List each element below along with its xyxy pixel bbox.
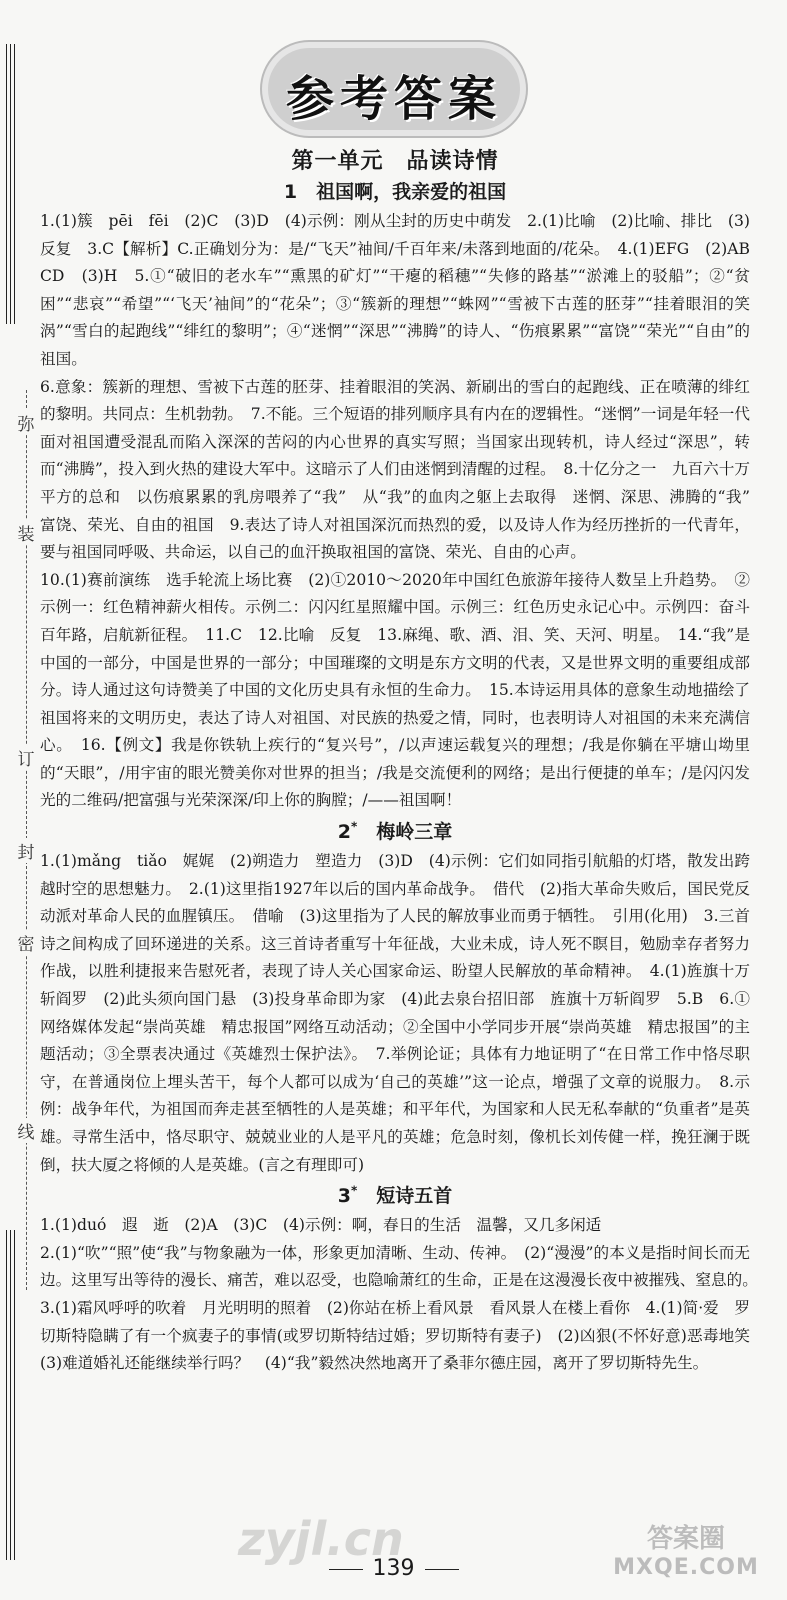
watermark-right-bottom: MXQE.COM [613,1555,759,1580]
margin-rule [6,44,7,324]
section-name: 祖国啊，我亲爱的祖国 [316,181,507,203]
section-number: 3 [337,1185,351,1208]
section-title [40,817,750,844]
header-banner [268,48,520,130]
optional-star: * [350,1183,358,1198]
margin-rule [10,1230,11,1560]
binding-char: 订 [16,745,36,770]
binding-char: 弥 [16,410,36,435]
binding-char: 封 [16,838,36,863]
margin-rule [14,1230,15,1560]
watermark-left: zyjl.cn [238,1512,404,1566]
margin-rule [10,44,11,324]
answer-paragraph: 1.(1)duó 遐 逝 (2)A (3)C (4)示例：啊，春日的生活 温馨，又几多闲适 [40,1216,602,1235]
section-number: 1 [283,181,298,203]
footer-dash [329,1569,363,1570]
unit-title: 第一单元 品读诗情 [291,149,499,174]
binding-char: 线 [16,1118,36,1143]
answer-paragraph: 1.(1)mǎng tiǎo 娓娓 (2)朔造力 塑造力 (3)D (4)示例：它们如同指引航船的灯塔，散发出跨越时空的思想魅力。 2.(1)这里指1927年以后的国内革命战争。 借代 (2)指大革命失败后，国民党反动派对革命人民的血腥镇压。 借喻 (3)这里指为了人民的解放事业而勇于牺牲。 引用(化用) 3.三首诗之间构成了回环递进的关系。这三首诗者重写十年征战，大业未成，诗人死不瞑目，勉励幸存者努力作战，以胜利捷报来告慰死者，表现了诗人关心国家命运、盼望人民解放的革命精神。 4.(1)旌旗十万斩阎罗 (2)此头须向国门悬 (3)投身革命即为家 (4)此去泉台招旧部 旌旗十万斩阎罗 5.B 6.①网络媒体发起“崇尚英雄 精忠报国”网络互动活动；②全国中小学同步开展“崇尚英雄 精忠报国”的主题活动；③全票表决通过《英雄烈士保护法》。 7.举例论证；具体有力地证明了“在日常工作中恪尽职守，在普通岗位上埋头苦干，每个人都可以成为‘自己的英雄’”这一论点，增强了文章的说服力。 8.示例：战争年代，为祖国而奔走甚至牺牲的人是英雄；和平年代，为国家和人民无私奉献的“负重者”是英雄。寻常生活中，恪尽职守、兢兢业业的人是平凡的英雄；危急时刻，像机长刘传健一样，挽狂澜于既倒，扶大厦之将倾的人是英雄。(言之有理即可) [40,852,750,1174]
margin-rule [14,44,15,324]
page-number-footer [0,1556,787,1581]
section-name: 梅岭三章 [376,821,453,844]
answer-paragraph: 2.(1)“吹”“照”使“我”与物象融为一体，形象更加清晰、生动、传神。 (2)“漫漫”的本义是指时间长而无边。这里写出等待的漫长、痛苦，难以忍受，也隐喻萧红的生命，正是在这漫漫长夜中被摧残、窒息的。 3.(1)霜风呼呼的吹着 月光明明的照着 (2)你站在桥上看风景 看风景人在楼上看你 4.(1)简·爱 罗切斯特隐瞒了有一个疯妻子的事情(或罗切斯特结过婚；罗切斯特有妻子) (2)凶狠(不怀好意)恶毒地笑 (3)难道婚礼还能继续举行吗？ (4)“我”毅然决然地离开了桑菲尔德庄园，离开了罗切斯特先生。 [40,1243,766,1373]
answer-content [40,140,766,1378]
optional-star: * [350,819,358,834]
answer-paragraph: 10.(1)赛前演练 选手轮流上场比赛 (2)①2010～2020年中国红色旅游年接待人数呈上升趋势。 ②示例一：红色精神薪火相传。示例二：闪闪红星照耀中国。示例三：红色历史永记心中。示例四：奋斗百年路，启航新征程。 11.C 12.比喻 反复 13.麻绳、歌、酒、泪、笑、天河、明星。 14.“我”是中国的一部分，中国是世界的一部分；中国璀璨的文明是东方文明的代表，又是世界文明的重要组成部分。诗人通过这句诗赞美了中国的文化历史具有永恒的生命力。 15.本诗运用具体的意象生动地描绘了祖国将来的文明历史，表达了诗人对祖国、对民族的热爱之情，同时，也表明诗人对祖国的未来充满信心。 16.【例文】我是你铁轨上疾行的“复兴号”，/以声速运载复兴的理想；/我是你躺在平塘山坳里的“天眼”，/用宇宙的眼光赞美你对世界的担当；/我是交流便利的网络；是出行便捷的单车；/是闪闪发光的二维码/把富强与光荣深深/印上你的胸膛；/——祖国啊！ [40,570,750,810]
section-title [40,177,750,204]
footer-dash [425,1569,459,1570]
answer-paragraph: 1.(1)簇 pēi fēi (2)C (3)D (4)示例：刚从尘封的历史中萌发 2.(1)比喻 (2)比喻、排比 (3)反复 3.C【解析】C.正确划分为：是/“飞天”袖间/千百年来/未落到地面的/花朵。 4.(1)EFG (2)ABCD (3)H 5.①“破旧的老水车”“熏黑的矿灯”“干瘪的稻穗”“失修的路基”“淤滩上的驳船”；②“贫困”“悲哀”“希望”“‘飞天’袖间”的“花朵”；③“簇新的理想”“蛛网”“雪被下古莲的胚芽”“挂着眼泪的笑涡”“雪白的起跑线”“绯红的黎明”；④“迷惘”“深思”“沸腾”的诗人、“伤痕累累”“富饶”“荣光”“自由”的祖国。 [40,212,750,368]
watermark-right-top: 答案圈 [646,1524,725,1554]
binding-char: 装 [16,520,36,545]
section-number: 2 [337,821,351,844]
margin-rule [6,1230,7,1560]
page-number: 139 [372,1556,415,1581]
answer-paragraph: 6.意象：簇新的理想、雪被下古莲的胚芽、挂着眼泪的笑涡、新刷出的雪白的起跑线、正在喷薄的绯红的黎明。共同点：生机勃勃。 7.不能。三个短语的排列顺序具有内在的逻辑性。“迷惘”一词是年轻一代面对祖国遭受混乱而陷入深深的苦闷的内心世界的真实写照；当国家出现转机，诗人经过“深思”，转而“沸腾”，投入到火热的建设大军中。这暗示了人们由迷惘到清醒的过程。 8.十亿分之一 九百六十万平方的总和 以伤痕累累的乳房喂养了“我” 从“我”的血肉之躯上去取得 迷惘、深思、沸腾的“我” 富饶、荣光、自由的祖国 9.表达了诗人对祖国深沉而热烈的爱，以及诗人作为经历挫折的一代青年，要与祖国同呼吸、共命运，以自己的血汗换取祖国的富饶、荣光、自由的心声。 [40,377,766,562]
section-name: 短诗五首 [376,1185,453,1208]
section-title [40,1181,750,1208]
page-title: 参考答案 [285,71,502,127]
binding-char: 密 [16,930,36,955]
